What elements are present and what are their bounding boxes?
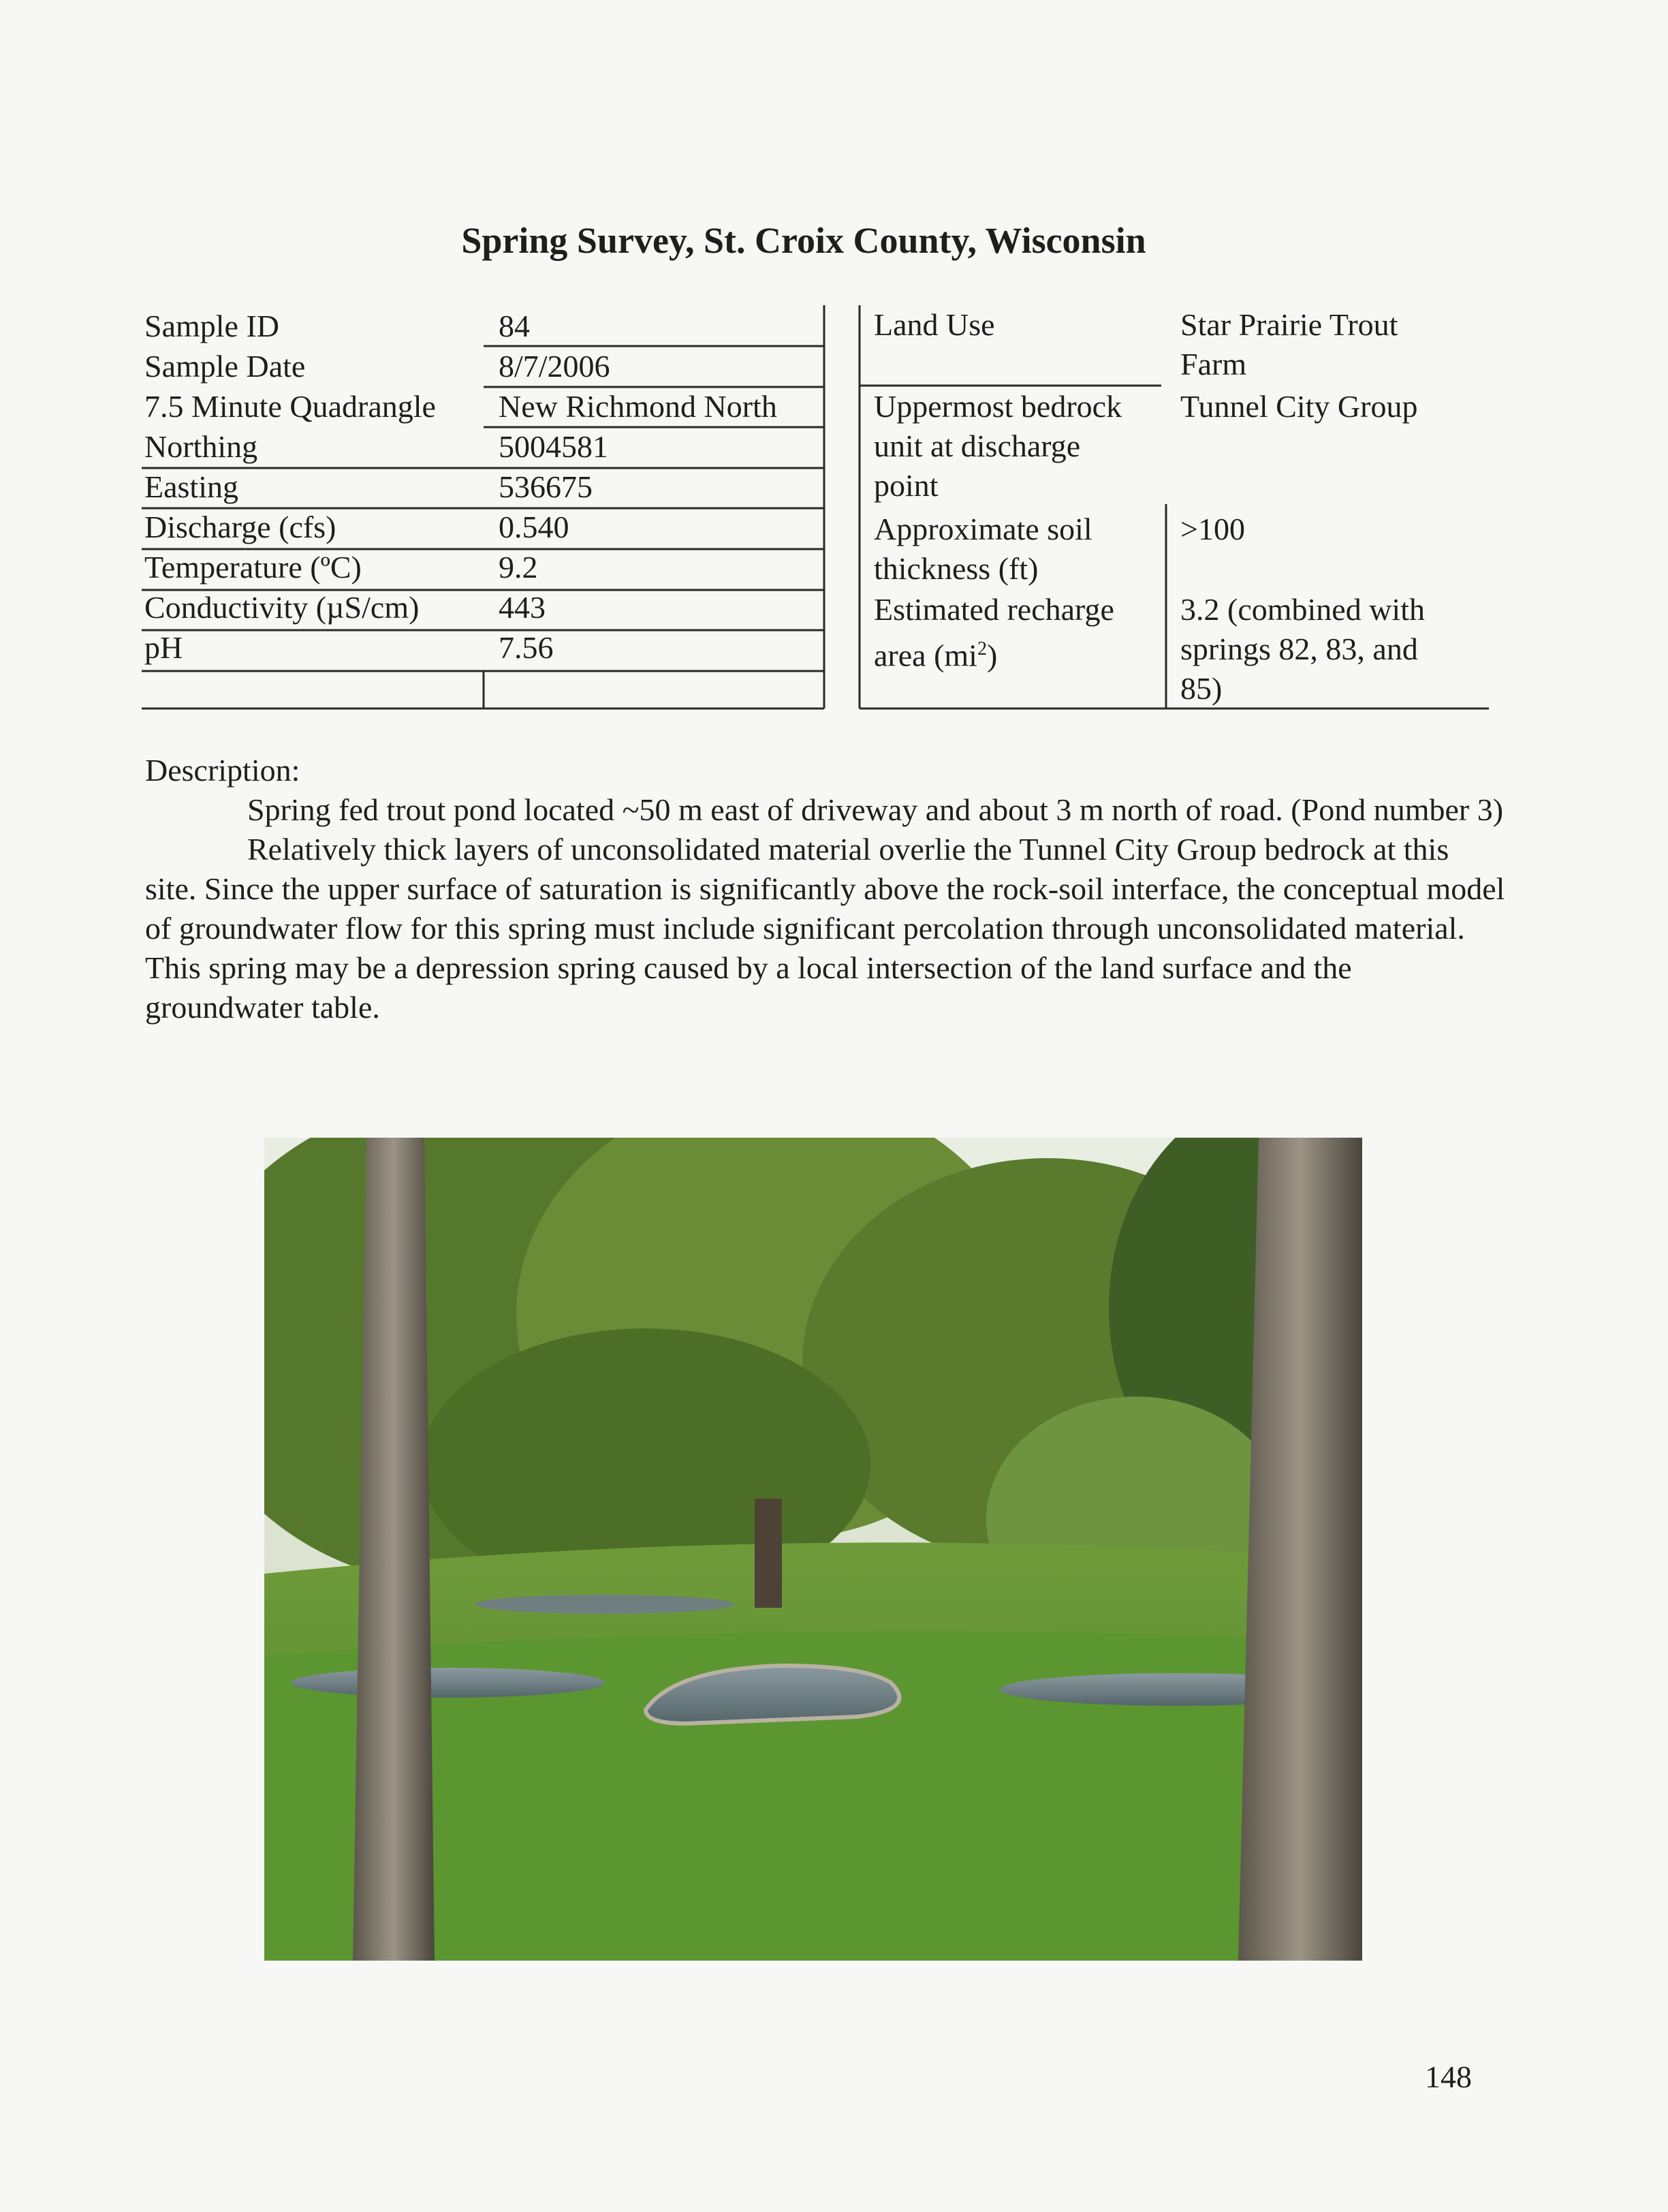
- description-section: [145, 751, 1507, 1027]
- recharge-area-label: [874, 590, 1114, 675]
- recharge-value-line: 85): [1180, 671, 1223, 706]
- bedrock-label: [874, 387, 1122, 505]
- temperature-value: 9.2: [499, 550, 538, 585]
- ph-value: 7.56: [499, 630, 554, 665]
- description-heading: Description:: [145, 753, 300, 788]
- soil-thickness-label: [874, 510, 1092, 589]
- recharge-label-line: Estimated recharge: [874, 592, 1114, 627]
- easting-value: 536675: [499, 469, 593, 504]
- bedrock-label-line: Uppermost bedrock: [874, 389, 1122, 424]
- temperature-label: Temperature (ºC): [144, 550, 362, 585]
- recharge-label-text: area (mi: [874, 638, 977, 673]
- page-title: Spring Survey, St. Croix County, Wisconsin: [461, 220, 1146, 261]
- description-paragraph: Spring fed trout pond located ~50 m east of driveway and about 3 m north of road. (Pond number 3): [247, 792, 1504, 827]
- discharge-value: 0.540: [499, 510, 569, 544]
- recharge-area-value: [1180, 590, 1425, 708]
- quadrangle-value: New Richmond North: [499, 389, 777, 424]
- ph-label: pH: [144, 630, 183, 665]
- conductivity-value: 443: [499, 590, 546, 625]
- land-use-value-line: Farm: [1180, 347, 1247, 381]
- sample-date-label: Sample Date: [144, 349, 306, 384]
- recharge-value-line: springs 82, 83, and: [1180, 632, 1418, 666]
- quadrangle-label: 7.5 Minute Quadrangle: [144, 389, 436, 424]
- soil-label-line: thickness (ft): [874, 551, 1039, 586]
- spring-pond-photo: [264, 1138, 1362, 1961]
- northing-label: Northing: [144, 429, 258, 464]
- land-use-label: Land Use: [874, 307, 995, 342]
- bedrock-label-line: point: [874, 468, 939, 503]
- land-use-value-line: Star Prairie Trout: [1180, 307, 1398, 342]
- bedrock-label-line: unit at discharge: [874, 429, 1081, 463]
- recharge-value-line: 3.2 (combined with: [1180, 592, 1425, 627]
- easting-label: Easting: [144, 469, 238, 504]
- discharge-label: Discharge (cfs): [144, 510, 336, 544]
- land-use-value: [1180, 305, 1398, 384]
- page-number: 148: [1425, 2059, 1472, 2094]
- photo-illustration: [264, 1138, 1362, 1961]
- sample-id-label: Sample ID: [144, 309, 280, 343]
- soil-thickness-value: >100: [1180, 512, 1245, 546]
- northing-value: 5004581: [499, 429, 608, 464]
- recharge-label-line: [874, 629, 1114, 675]
- superscript: 2: [977, 638, 987, 659]
- conductivity-label: Conductivity (µS/cm): [144, 590, 420, 625]
- bedrock-value: Tunnel City Group: [1180, 389, 1418, 424]
- sample-date-value: 8/7/2006: [499, 349, 610, 384]
- sample-id-value: 84: [499, 309, 530, 343]
- recharge-label-text: ): [986, 638, 998, 673]
- soil-label-line: Approximate soil: [874, 512, 1092, 546]
- description-paragraph: Relatively thick layers of unconsolidated material overlie the Tunnel City Group bedrock at this site. Since the upper surface of saturation is significantly above the rock-soil interface, the conceptual model of groundwater flow for this spring must include significant percolation through unconsolidated material. This spring may be a depression spring caused by a local intersection of the land surface and the groundwater table.: [145, 832, 1505, 1025]
